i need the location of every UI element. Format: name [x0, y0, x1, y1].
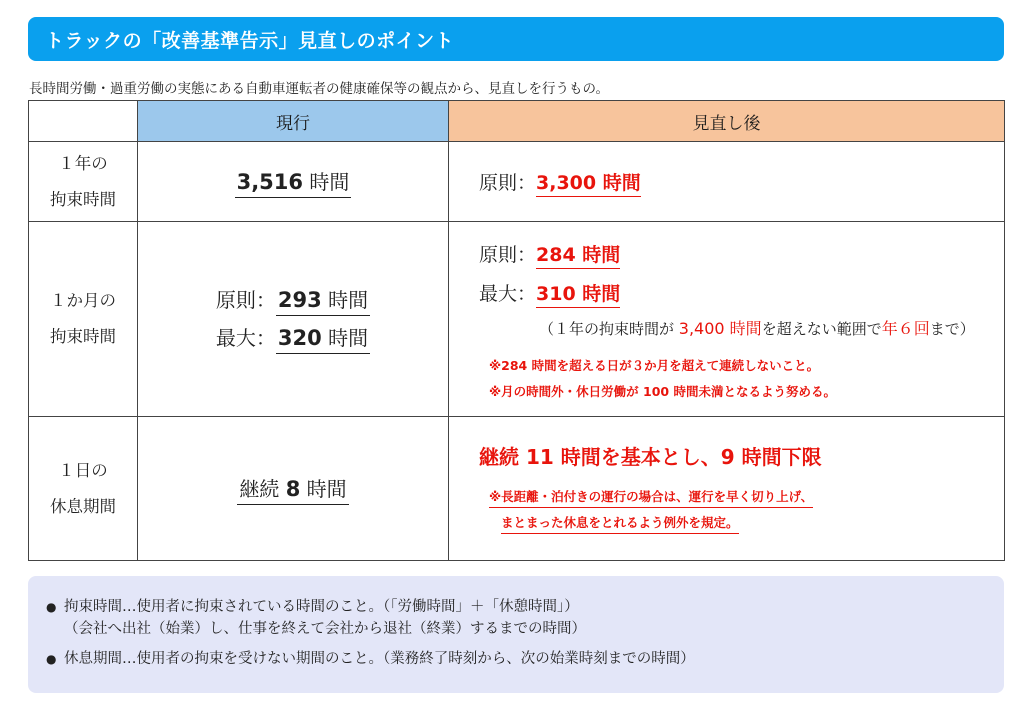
list-item: ● 拘束時間…使用者に拘束されている時間のこと。（「労働時間」＋「休憩時間」） （会社へ出社（始業）し、仕事を終えて会社から退社（終業）するまでの時間） — [46, 596, 1004, 640]
row-label-rest: １日の 休息期間 — [29, 417, 138, 561]
list-item: ● 休息期間…使用者の拘束を受けない期間のこと。（業務終了時刻から、次の始業時刻までの時間） — [46, 648, 1004, 670]
table-row — [29, 222, 1005, 417]
current-rest-cell — [138, 417, 449, 561]
table-row — [29, 142, 1005, 222]
current-monthly-principle: 293 時間 — [276, 284, 370, 316]
current-monthly-max: 320 時間 — [276, 322, 370, 354]
header-after: 見直し後 — [449, 101, 1005, 142]
after-rest-main: 継続 11 時間を基本とし、9 時間下限 — [479, 445, 822, 469]
monthly-cautions: ※284 時間を超える日が３か月を超えて連続しないこと。 ※月の時間外・休日労働が 100 時間未満となるよう努める。 — [489, 357, 836, 399]
after-rest-cell — [449, 417, 1005, 561]
row-label-monthly: １か月の 拘束時間 — [29, 222, 138, 417]
current-monthly-cell: 原則：293 時間 最大：320 時間 — [138, 222, 449, 417]
row-label-annual: １年の 拘束時間 — [29, 142, 138, 222]
after-monthly-cell: 原則：284 時間 最大：310 時間 （１年の拘束時間が 3,400 時間を超えない範囲で年６回まで） ※284 時間を超える日が３か月を超えて連続しないこと。 ※月の時間外・休日労働が 100 時間未満となるよう努める。 — [449, 222, 1005, 417]
bullet-icon: ● — [46, 652, 57, 666]
after-monthly-max: 310 時間 — [536, 283, 620, 308]
page-title: トラックの「改善基準告示」見直しのポイント — [45, 30, 455, 52]
header-empty-cell — [29, 101, 138, 142]
table-row — [29, 417, 1005, 561]
page-title-banner — [28, 17, 1004, 61]
table-header-row — [29, 101, 1005, 142]
current-rest-value: 継続 8 時間 — [237, 473, 348, 505]
after-annual-value: 3,300 時間 — [536, 172, 641, 197]
intro-text: 長時間労働・過重労働の実態にある自動車運転者の健康確保等の観点から、見直しを行うもの。 — [29, 81, 609, 97]
header-current: 現行 — [138, 101, 449, 142]
current-annual-cell — [138, 142, 449, 222]
monthly-max-condition: （１年の拘束時間が 3,400 時間を超えない範囲で年６回まで） — [539, 318, 975, 338]
definitions-box — [28, 576, 1004, 693]
comparison-table — [28, 100, 1005, 561]
after-annual-cell: 原則：3,300 時間 — [449, 142, 1005, 222]
current-annual-value: 3,516 時間 — [235, 166, 352, 198]
rest-cautions: ※長距離・泊付きの運行の場合は、運行を早く切り上げ、 まとまった休息をとれるよう例外を規定。 — [479, 484, 1004, 536]
bullet-icon: ● — [46, 600, 57, 614]
after-monthly-principle: 284 時間 — [536, 244, 620, 269]
